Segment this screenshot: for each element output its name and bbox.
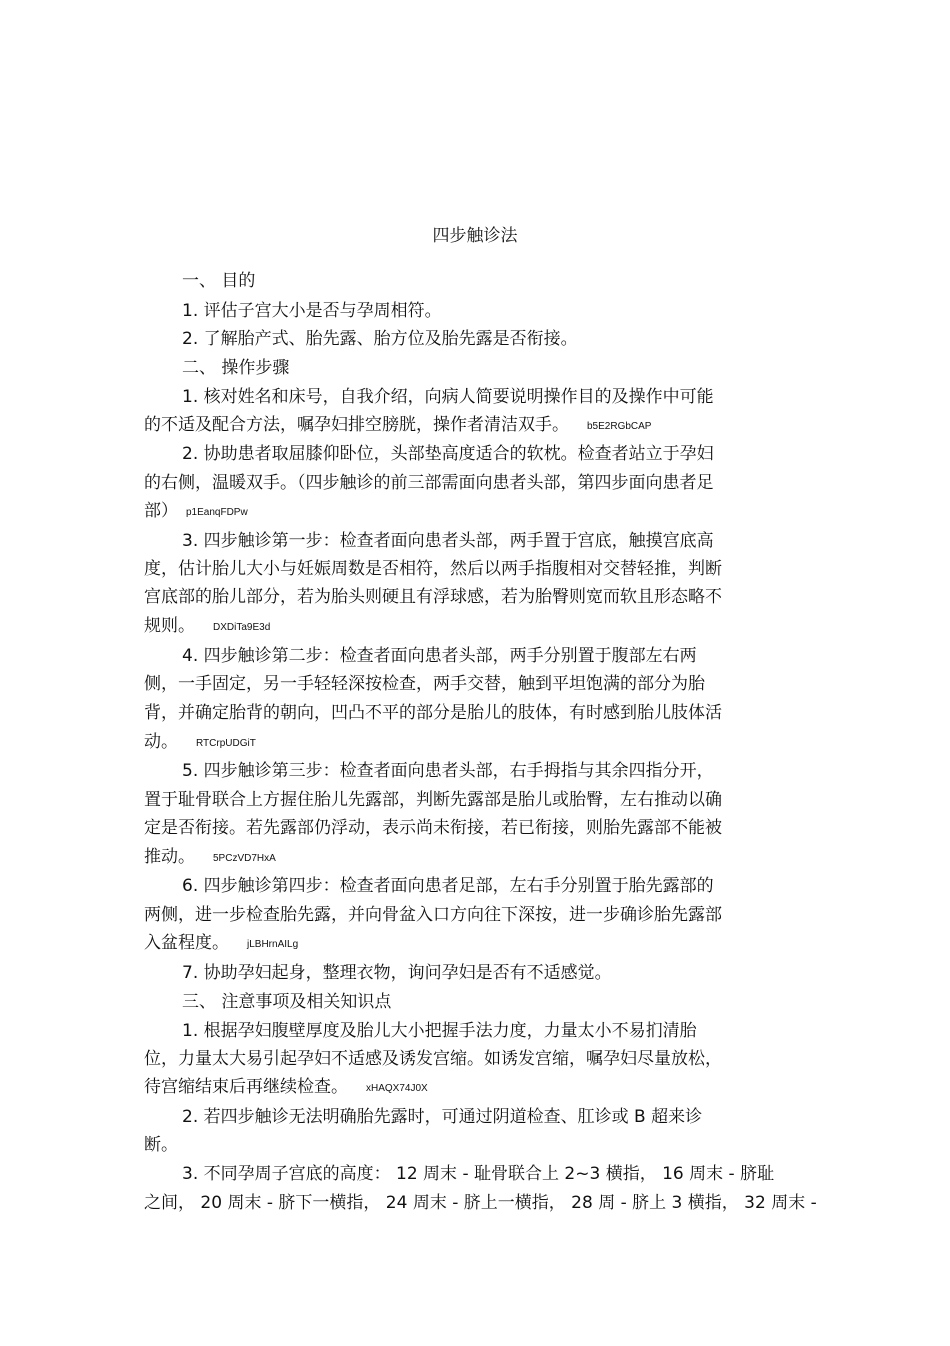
paragraph-line: 定是否衔接。若先露部仍浮动，表示尚未衔接，若已衔接，则胎先露部不能被 [144,818,722,838]
paragraph-line: 1. 根据孕妇腹壁厚度及胎儿大小把握手法力度，力量太小不易扪清胎 [182,1021,697,1041]
watermark-code: DXDiTa9E3d [213,622,271,633]
paragraph-line: 3. 四步触诊第一步：检查者面向患者头部，两手置于宫底，触摸宫底高 [182,531,714,551]
section-heading: 一、 目的 [182,271,256,291]
paragraph-line: 位，力量太大易引起孕妇不适感及诱发宫缩。如诱发宫缩，嘱孕妇尽量放松， [144,1049,722,1069]
paragraph-line: 之间， 20 周末 - 脐下一横指， 24 周末 - 脐上一横指， 28 周 - 脐上 3 横指， 32 周末 - [144,1193,817,1213]
watermark-code: 5PCzVD7HxA [213,853,276,864]
doc-title: 四步触诊法 [432,226,518,246]
paragraph-line: 宫底部的胎儿部分，若为胎头则硬且有浮球感，若为胎臀则宽而软且形态略不 [144,587,722,607]
paragraph-line: 度，估计胎儿大小与妊娠周数是否相符，然后以两手指腹相对交替轻推，判断 [144,559,722,579]
list-item: 2. 了解胎产式、胎先露、胎方位及胎先露是否衔接。 [182,329,578,349]
paragraph-line: 2. 若四步触诊无法明确胎先露时，可通过阴道检查、肛诊或 B 超来诊 [182,1107,703,1127]
paragraph-line: 推动。 5PCzVD7HxA [144,847,276,867]
paragraph-line: 动。 RTCrpUDGiT [144,732,256,752]
paragraph-line: 部） p1EanqFDPw [144,501,248,521]
paragraph-line: 2. 协助患者取屈膝仰卧位，头部垫高度适合的软枕。检查者站立于孕妇 [182,444,714,464]
paragraph-line: 规则。 DXDiTa9E3d [144,616,271,636]
paragraph-line: 1. 核对姓名和床号，自我介绍，向病人简要说明操作目的及操作中可能 [182,387,714,407]
paragraph-line: 5. 四步触诊第三步：检查者面向患者头部，右手拇指与其余四指分开， [182,761,714,781]
section-heading: 二、 操作步骤 [182,358,290,378]
paragraph-line: 断。 [144,1135,178,1155]
paragraph-line: 入盆程度。 jLBHrnAILg [144,933,299,953]
paragraph-line: 6. 四步触诊第四步：检查者面向患者足部，左右手分别置于胎先露部的 [182,876,714,896]
paragraph-line: 3. 不同孕周子宫底的高度： 12 周末 - 耻骨联合上 2~3 横指， 16 周末 - 脐耻 [182,1164,775,1184]
watermark-code: p1EanqFDPw [186,507,248,518]
paragraph-line: 两侧，进一步检查胎先露，并向骨盆入口方向往下深按，进一步确诊胎先露部 [144,905,722,925]
list-item: 1. 评估子宫大小是否与孕周相符。 [182,301,442,321]
watermark-code: xHAQX74J0X [366,1083,428,1094]
paragraph-line: 的不适及配合方法，嘱孕妇排空膀胱，操作者清洁双手。 b5E2RGbCAP [144,415,652,435]
section-heading: 三、 注意事项及相关知识点 [182,992,392,1012]
watermark-code: RTCrpUDGiT [196,738,256,749]
paragraph-line: 置于耻骨联合上方握住胎儿先露部，判断先露部是胎儿或胎臀，左右推动以确 [144,790,722,810]
watermark-code: jLBHrnAILg [247,939,299,950]
paragraph-line: 侧，一手固定，另一手轻轻深按检查，两手交替，触到平坦饱满的部分为胎 [144,674,705,694]
paragraph-line: 背，并确定胎背的朝向，凹凸不平的部分是胎儿的肢体，有时感到胎儿肢体活 [144,703,722,723]
paragraph-line: 待宫缩结束后再继续检查。 xHAQX74J0X [144,1077,428,1097]
paragraph-line: 7. 协助孕妇起身，整理衣物，询问孕妇是否有不适感觉。 [182,963,612,983]
paragraph-line: 4. 四步触诊第二步：检查者面向患者头部，两手分别置于腹部左右两 [182,646,697,666]
watermark-code: b5E2RGbCAP [587,421,652,432]
paragraph-line: 的右侧，温暖双手。（四步触诊的前三部需面向患者头部，第四步面向患者足 [144,473,714,493]
